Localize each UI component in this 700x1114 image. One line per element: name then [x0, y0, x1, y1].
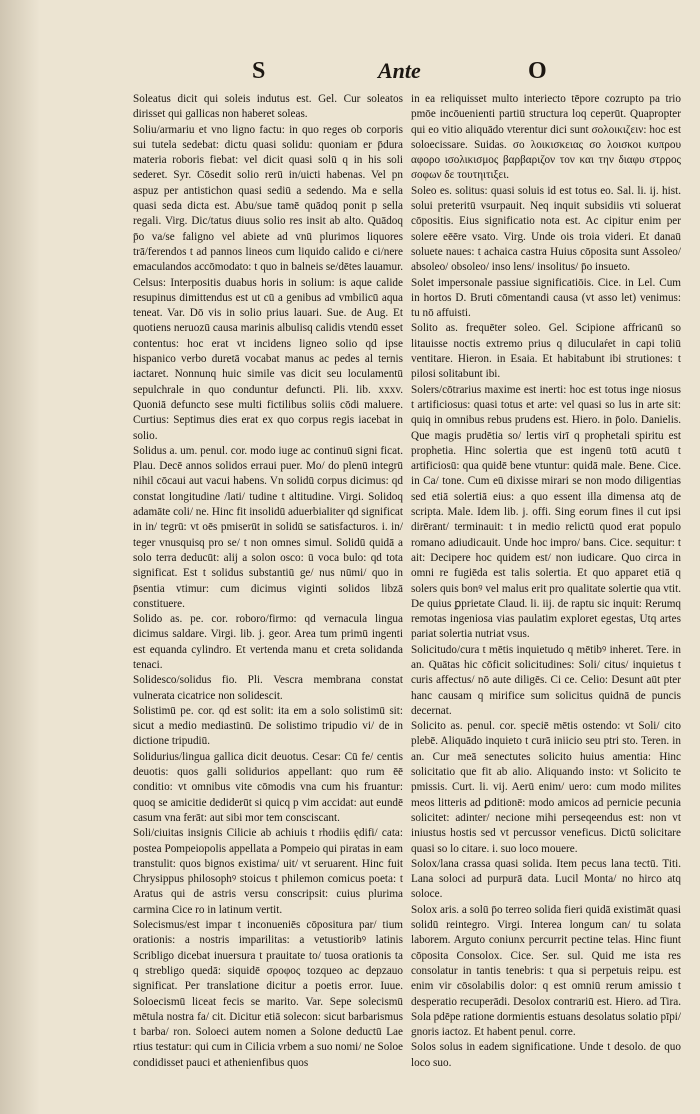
dictionary-entry: Solox/lana crassa quasi solida. Item pecus lana tectū. Titi. Lana soloci ad purpurā data. Lucil Monta/ no hirco atq soloce.: [411, 857, 681, 901]
dictionary-entry: in ea reliquisset multo interiecto tēpore cozrupto pa trio pmōe incōuenienti partiū structura loq ceperūt. Quapropter qui eo vitio aliquādo vterentur dici sunt σολοικιζειν: hoc est soloecissare. Suidas. σο λοικισκειας σο λοισκοι κυπρου αφορο ισολικισμος βαρβαριζον τον και την διαφυ στρρος σοφων δε τουτηιτιξει.: [411, 93, 681, 182]
dictionary-entry: Solox aris. a solū p̄o terreo solida fieri quidā existimāt quasi solidū reintegro. Virgi. Interea longum can/ tu solata laborem. Arguto coniunx percurrit pectine telas. Hinc fiunt cōposita Consolox. Cice. Ser. sul. Quid me ista res consolatur in tantis tenebris: t qua si perpetuis reipu. est enim vir cōsolabilis dolor: q est omniū rerum amissio t desperatio recuperādi. Desolox contrariū est. Hiero. ad Tira. Sola pdēpe ratione dormientis estuans desolatus solatio pīpi/ gnoris iactoz. Et habent penul. corre.: [411, 903, 682, 1039]
page-gutter-shadow: [0, 0, 40, 1114]
dictionary-entry: Solidus a. um. penul. cor. modo iuge ac continuū signi ficat. Plau. Decē annos solidos erraui puer. Mo/ do plenū integrū nihil cōcaui aut vacui habens. Vn solidū corpus dicimus: qd constat longitudine /lati/ tudine t altitudine. Virgi. Solidoq adamāte coli/ ne. Hinc fit insolidū aduerbialiter qd significat in in/ tegrū: vt oēs pmiserūt in solidū se satisfacturos. i. in/ teger vnusquisq pro se/ t non omnes simul. Solidū quidā a solo terra deducūt: alij a solon osco: ū voca bulo: qd tota significat. Est t solidus substantiū ge/ nus nūmi/ quo in p̄sentia vtimur: cum dicimus viginti solidos libzā constituere.: [133, 444, 403, 610]
dictionary-entry: Solecismus/est impar t inconueniēs cōpositura par/ tium orationis: a nostris imparilitas: a vetustioribꝰ latinis Scribligo dicebat inuersura t prauitate to/ tuosa orationis ta q strebligo quedā: siquidē σροφος tozqueo ac depzauo significat. Per translatione dicitur a poetis error. Iuue. Soloecismū liceat fecis se marito. Var. Sepe solecismū mētula nostra fa/ cit. Dicitur etiā solecon: sicut barbarismus t barba/ ron. Soloeci autem nomen a Solone deductū Lae rtius testatur: qui cum in Cilicia vrbem a suo nomi/ ne Soloe condidisset pauci et athenienfibus quos: [133, 919, 404, 1069]
dictionary-entry: Solers/cōtrarius maxime est inerti: hoc est totus inge niosus t artificiosus: quasi totus et arte: vel quasi so lus in arte sit: quiq in omnibus rebus prudens est. Hiero. in p̄olo. Danielis. Que magis prudētia so/ lertis virī q prophetali spiritu est prophetia. Hinc solertia que est ingenū totū acutū t artificiosū: qua quidē bene vtuntur: quidā male. Bene. Cice. in Ca/ tone. Cum eū dixisse mirari se non modo diligentias sed etiā solertiā eius: a quo essent illa dimensa atq de scripta. Male. Idem lib. j. offi. Sing eorum fines il cut ipsi dirērant/ terminauit: t in medio relictū quod erat populo romano adiudicauit. Unde hoc impro/ bans. Cice. sequitur: t ait: Decipere hoc quidem est/ non iudicare. Quo circa in omni re fugiēda est talis solertia. Et quo apparet etiā q solers quis bonꝰ vel malus erit pro qualitate solertie qua vtit. De quius ꝑprietate Claud. li. iij. de raptu sic inquit: Rerumq remotas ingeniosa vias paulatim exploret egestas, Utq artes pariat solertia nutriat vsus.: [411, 383, 681, 641]
dictionary-entry: Solito as. frequēter soleo. Gel. Scipione affricanū so litauisse noctis extremo prius q diluculaŕet in capi toliū ventitare. Hieron. in Esaia. Et habitabunt ibi strutiones: t pilosi solitabunt ibi.: [411, 322, 681, 381]
dictionary-entry: Solos solus in eadem significatione. Unde t desolo. de quo loco suo.: [411, 1041, 681, 1069]
page-header: [0, 58, 700, 88]
dictionary-entry: Solidurius/lingua gallica dicit deuotus. Cesar: Cū fe/ centis deuotis: quos galli solidurios appellant: quo rum ēē conditio: vt omnibus vite cōmodis vna cum his fruantur: quoq se amicitie dediderūt si quicq p vim accidat: aut eundē casum vna ferāt: aut sibi mor tem consciscant.: [133, 750, 403, 824]
dictionary-entry: Solet impersonale passiue significatiōis. Cice. in Lel. Cum in hortos D. Bruti cōmentandi causa (vt asso let) venimus: tu nō affuisti.: [411, 276, 681, 320]
signature-mark: S: [252, 58, 266, 84]
dictionary-entry: Solicitudo/cura t mētis inquietudo q mētibꝰ inheret. Tere. in an. Quātas hic cōficit solicitudines: Soli/ citus/ inquietus t curis affectus/ nō aute diligēs. Ci ce. Celio: Desunt aūt pter hanc causam q mirifice sum solicitus quidnā de puncis decernat.: [411, 643, 681, 717]
right-text-column: [411, 92, 681, 1071]
dictionary-entry: Soli/ciuitas insignis Cilicie ab achiuis t rhodiis ędifi/ cata: postea Pompeiopolis appellata a Pompeio qui piratas in eam transtulit: quos bignos existima/ uit/ vt seruarent. Hinc fuit Chrysippus philosophꝰ stoicus t philemon comicus poeta: t Aratus qui de astris versu conscripsit: cuius plurima carmina Cice ro in latinum vertit.: [133, 827, 403, 916]
dictionary-entry: Soleatus dicit qui soleis indutus est. Gel. Cur soleatos dirisset qui gallicas non haberet soleas.: [133, 93, 403, 121]
dictionary-entry: Solido as. pe. cor. roboro/firmo: qd vernacula lingua dicimus saldare. Virgi. lib. j. geor. Area tum primū ingenti est equanda cylindro. Et vertenda manu et creta solidanda tenaci.: [133, 613, 403, 671]
dictionary-entry: Solicito as. penul. cor. speciē mētis ostendo: vt Soli/ cito plebē. Aliquādo inquieto t curā iniicio seu ptri sto. Teren. in an. Cur meā senectutes solicito huius amentia: Hinc solicitatio que fit ab alio. Aliquando insto: vt Solicito te pmissis. Curt. li. vij. Aerū enim/ uero: cum modo milites meos litteris ad ꝑditionē: modo amicos ad pernicie pecunia solicitet: adinter/ necione mihi perseqeendus est: non vt iniustus hostis sed vt percussor veneficus. Dictū solicitare quasi so lo citare. i. suo loco mouere.: [411, 720, 681, 855]
running-title: Ante: [378, 58, 421, 83]
dictionary-entry: Soliu/armariu et vno ligno factu: in quo reges ob corporis sui tutela sedebat: dictu quasi solidu: quoniam er p̄dura materia roboris fiebat: vel dicit quasi solū q in his soli sederet. Syr. Cōsedit solio rerū in/uicti habenas. Vel pn aspuz per antistichon quasi sediū a sedendo. Ma e sella quasi seda dicta est. Abu/sue tamē quādoq ponit p sella regali. Virg. Dic/tatus diuus solio res insit ab alto. Quādoq p̄o va/se faligno vel abiete ad vnū plurimos liquores trā/ferendos t ad pannos lineos cum liquido calido e ci/nere emaculandos accōmodato: t quo in balneis se/dētes lauamur. Celsus: Interpositis duabus horis in solium: is aque calide resupinus dimittendus est ut cū a genibus ad vmbilicū aqua teneat. Var. Dō vis in solio prius lauari. Sue. de Aug. Et quotiens neruozū causa marinis albulisq calidis vtendū esset contentus: hoc erat vt incidens ligneo solio qd ipse hispanico verbo duretā vocabat manus ac pedes al ternis iactaret. Nonnunq huic simile vas dicit seu loculamentū sepulchrale in quo conduntur defuncti. Pli. lib. xxxv. Quoniā defuncto sese multi fictilibus soliis cōdi maluere. Curtius: Septimus dies erat ex quo corpus regis iacebat in solio.: [133, 123, 403, 442]
dictionary-entry: Solistimū pe. cor. qd est solit: ita em a solo solistimū sit: sicut a medio mediastinū. De solistimo tripudio vi/ de in dictione tripudiū.: [133, 704, 403, 748]
left-text-column: [133, 92, 403, 1071]
dictionary-entry: Soleo es. solitus: quasi soluis id est totus eo. Sal. li. ij. hist. solui preteritū vsurpauit. Neq inquit subsidiis vti soluerat cōpositis. Eius significatio nota est. Ac cipitur enim per solere eēēre vsato. Virg. Unde ois troia videri. Et danaū soluete naues: t achaica castra Huius cōposita sunt Assoleo/ absoleo/ obsoleo/ inso lens/ insolitus/ p̄o insueto.: [411, 184, 681, 274]
dictionary-entry: Solidesco/solidus fio. Pli. Vescra membrana constat vulnerata cicatrice non solidescit.: [133, 674, 403, 702]
section-letter: O: [528, 58, 547, 84]
